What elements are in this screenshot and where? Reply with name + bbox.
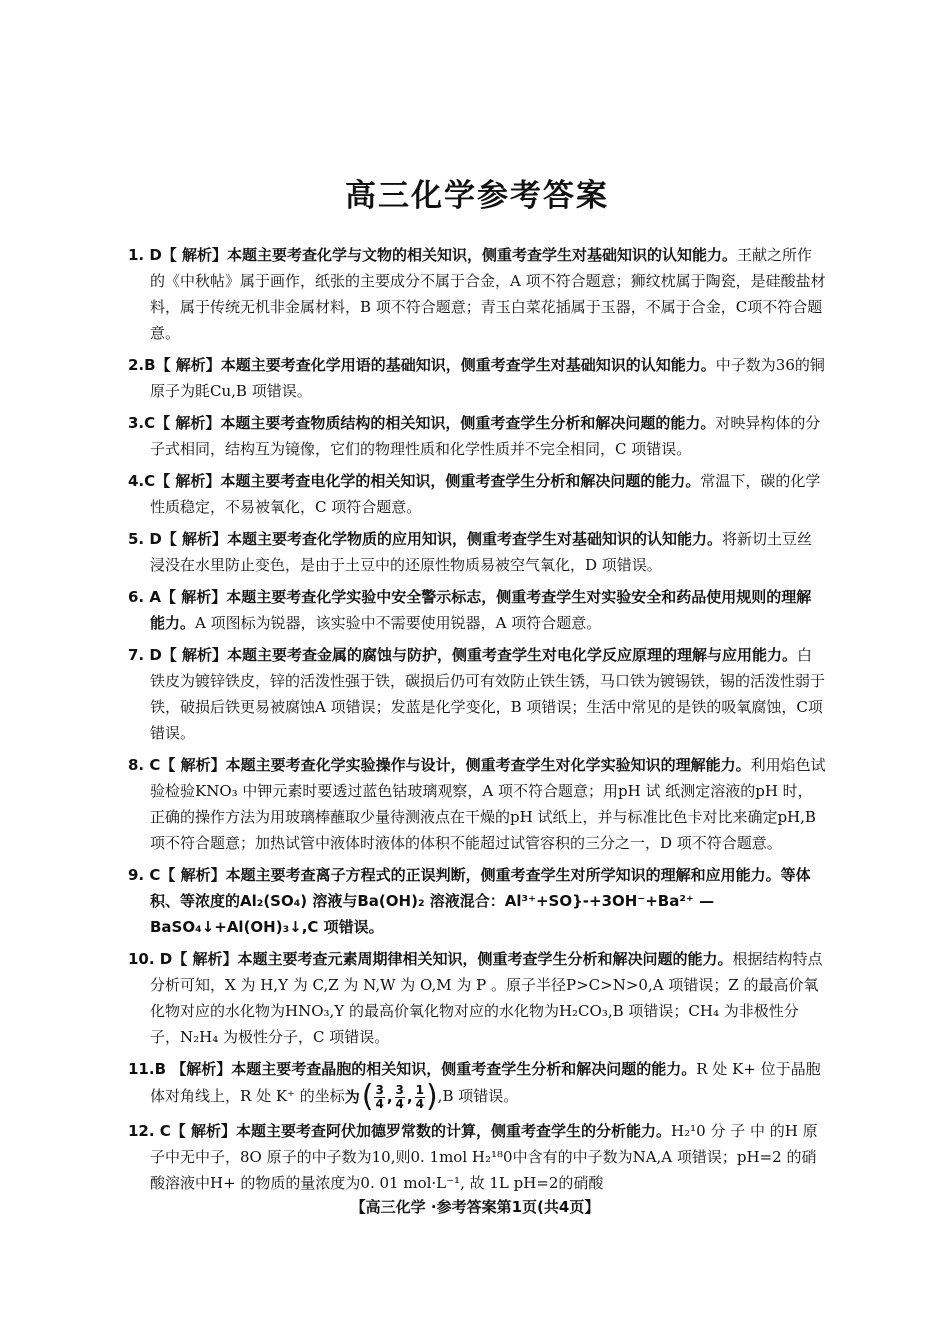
answer-8-text: 利用焰色试验检验KNO₃ 中钾元素时要透过蓝色钴玻璃观察，A 项不符合题意；用pH 试 纸测定溶液的pH 时，正确的操作方法为用玻璃棒蘸取少量待测液点在干燥的pH 试纸上，并与标准比色卡对比来确定pH,B 项不符合题意；加热试管中液体时液体的体积不能超过试管容积的三分之一，D 项不符合题意。: [150, 756, 826, 852]
answer-1-heading: 1. D【 解析】本题主要考查化学与文物的相关知识，侧重考查学生对基础知识的认知能力。: [128, 246, 738, 264]
fraction-3-denominator: 4: [415, 1096, 424, 1111]
fraction-separator: ,: [386, 1088, 393, 1106]
answer-item-7: [128, 642, 826, 746]
answer-6-text: A 项图标为锐器，该实验中不需要使用锐器，A 项符合题意。: [195, 614, 602, 632]
answer-3-text: 对映异构体的分子式相同，结构互为镜像，它们的物理性质和化学性质并不完全相同，C 项错误。: [150, 414, 821, 458]
answer-item-6: [128, 584, 826, 636]
answer-4-heading: 4.C【 解析】本题主要考查电化学的相关知识，侧重考查学生分析和解决问题的能力。: [128, 472, 701, 490]
fraction-separator: ,: [406, 1088, 413, 1106]
answer-12-text: H₂¹0 分 子 中 的H 原子中无中子，8O 原子的中子数为10,则0. 1mol H₂¹⁸0中含有的中子数为NA,A 项错误；pH=2 的硝酸溶液中H+ 的物质的量浓度为0. 01 mol·L⁻¹, 故 1L pH=2的硝酸: [150, 1122, 818, 1192]
answer-item-5: [128, 526, 826, 578]
answer-5-text: 将新切土豆丝浸没在水里防止变色，是由于土豆中的还原性物质易被空气氧化，D 项错误。: [150, 530, 813, 574]
answer-10-heading: 10. D【 解析】本题主要考查元素周期律相关知识，侧重考查学生分析和解决问题的能力。: [128, 950, 733, 968]
fraction-3: [415, 1084, 425, 1111]
answer-2-text: 中子数为36的铜原子为㲘Cu,B 项错误。: [150, 356, 825, 400]
coordinate-fraction: [344, 1079, 438, 1114]
fraction-3-numerator: 1: [415, 1082, 424, 1097]
answer-10-text: 根据结构特点分析可知，X 为 H,Y 为 C,Z 为 N,W 为 O,M 为 P 。原子半径P>C>N>0,A 项错误；Z 的最高价氧化物对应的水化物为HNO₃,Y 的最高价氧化物对应的水化物为H₂CO₃,B 项错误；CH₄ 为非极性分子，N₂H₄ 为极性分子，C 项错误。: [150, 950, 823, 1046]
answer-4-text: 常温下，碳的化学性质稳定，不易被氧化，C 项符合题意。: [150, 472, 821, 516]
answer-6-heading: 6. A【 解析】本题主要考查化学实验中安全警示标志，侧重考查学生对实验安全和药品使用规则的理解能力。: [128, 588, 812, 632]
page-footer: 【高三化学 ·参考答案第1页(共4页】: [350, 1198, 600, 1216]
answer-3-heading: 3.C【 解析】本题主要考查物质结构的相关知识，侧重考查学生分析和解决问题的能力。: [128, 414, 716, 432]
left-paren: (: [361, 1079, 374, 1114]
answer-item-1: [128, 242, 826, 346]
fraction-1: [374, 1084, 384, 1111]
fraction-2-denominator: 4: [395, 1096, 404, 1111]
answer-11-text: R 处 K+ 位于晶胞体对角线上，R 处 K⁺ 的坐标: [150, 1060, 821, 1105]
answer-12-heading: 12. C【 解析】本题主要考查阿伏加德罗常数的计算，侧重考查学生的分析能力。: [128, 1122, 672, 1140]
answer-2-heading: 2.B【 解析】本题主要考查化学用语的基础知识，侧重考查学生对基础知识的认知能力。: [128, 356, 716, 374]
right-paren: ): [425, 1079, 438, 1114]
answer-1-text: 王献之所作的《中秋帖》属于画作，纸张的主要成分不属于合金，A 项不符合题意；狮纹枕属于陶瓷，是硅酸盐材料，属于传统无机非金属材料，B 项不符合题意；青玉白菜花插属于玉器，不属于合金，C项不符合题意。: [150, 246, 826, 342]
answer-item-4: [128, 468, 826, 520]
answer-item-8: [128, 752, 826, 856]
answer-item-11: [128, 1056, 826, 1112]
answer-item-10: [128, 946, 826, 1050]
answer-8-heading: 8. C【 解析】本题主要考查化学实验操作与设计，侧重考查学生对化学实验知识的理解能力。: [128, 756, 751, 774]
answer-item-12: [128, 1118, 826, 1196]
answer-item-9: [128, 862, 826, 940]
answer-7-heading: 7. D【 解析】本题主要考查金属的腐蚀与防护，侧重考查学生对电化学反应原理的理解与应用能力。: [128, 646, 798, 664]
answer-item-2: [128, 352, 826, 404]
answer-list: [128, 242, 826, 1196]
answer-11-text-end: ,B 项错误。: [437, 1087, 519, 1105]
answer-item-3: [128, 410, 826, 462]
fraction-1-numerator: 3: [375, 1082, 384, 1097]
fraction-1-denominator: 4: [375, 1096, 384, 1111]
page-title: 高三化学参考答案: [345, 178, 609, 214]
answer-7-text: 白铁皮为镀锌铁皮，锌的活泼性强于铁，碳损后仍可有效防止铁生锈，马口铁为镀锡铁，锡的活泼性弱于铁，破损后铁更易被腐蚀A 项错误；发蓝是化学变化，B 项错误；生活中常见的是铁的吸氧腐蚀，C项错误。: [150, 646, 826, 742]
coordinate-prefix: 为: [344, 1088, 360, 1106]
answer-11-heading: 11.B 【解析】本题主要考查晶胞的相关知识，侧重考查学生分析和解决问题的能力。: [128, 1060, 697, 1078]
fraction-2-numerator: 3: [395, 1082, 404, 1097]
answer-9-heading: 9. C【 解析】本题主要考查离子方程式的正误判断，侧重考查学生对所学知识的理解和应用能力。等体积、等浓度的Al₂(SO₄) 溶液与Ba(OH)₂ 溶液混合：Al³⁺+SO}-+3OH⁻+Ba²⁺ —BaSO₄↓+Al(OH)₃↓,C 项错误。: [128, 866, 811, 936]
answer-5-heading: 5. D【 解析】本题主要考查化学物质的应用知识，侧重考查学生对基础知识的认知能力。: [128, 530, 723, 548]
fraction-2: [395, 1084, 405, 1111]
